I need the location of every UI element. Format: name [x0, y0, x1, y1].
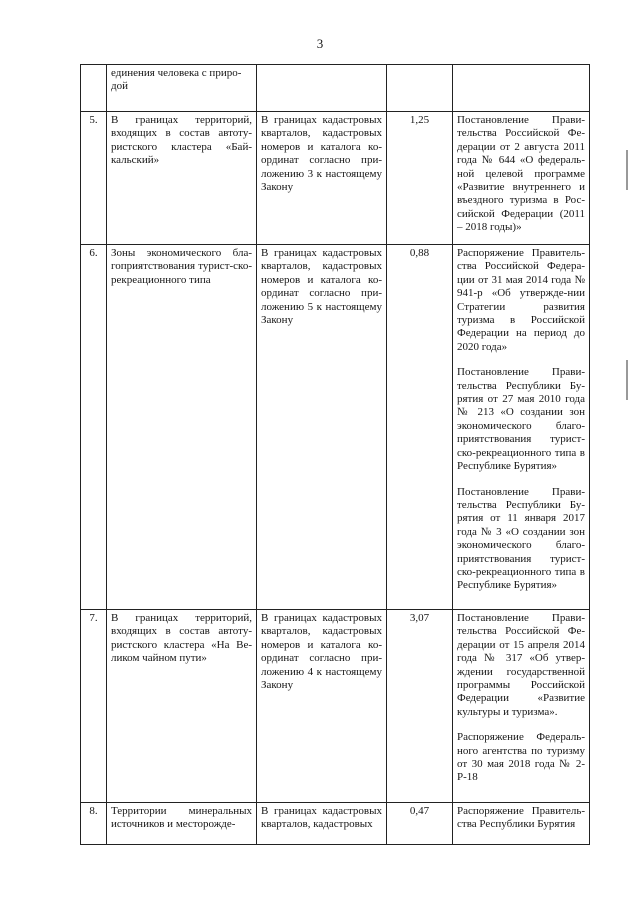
boundary-cell: В границах кадастровых кварталов, кадастровых [257, 803, 387, 845]
legal-act: Постановление Прави-тельства Российской Фе-дерации от 15 апреля 2014 года № 317 «Об утвер-ждении государственной программы Российской Федерации «Развитие культуры и туризма». [457, 612, 585, 718]
boundary-cell: В границах кадастровых кварталов, кадастровых номеров и каталога ко-ординат согласно при-ложению 3 к настоящему Закону [257, 112, 387, 245]
zone-name-cell: В границах территорий, входящих в состав автоту-ристского кластера «Бай-кальский» [107, 112, 257, 245]
zone-name-cell: В границах территорий, входящих в состав автоту-ристского кластера «На Ве-ликом чайном пути» [107, 610, 257, 803]
legal-basis-cell [453, 112, 590, 245]
boundary-cell [257, 65, 387, 112]
legal-act: Распоряжение Правитель-ства Республики Бурятия [457, 805, 585, 831]
legal-basis-cell [453, 803, 590, 845]
table-row [81, 245, 590, 610]
legal-act: Распоряжение Правитель-ства Российской Федера-ции от 31 мая 2014 года № 941-р «Об утвержде-нии Стратегии развития туризма в Российской Федерации на период до 2020 года» [457, 247, 585, 353]
legal-basis-cell [453, 65, 590, 112]
legal-basis-cell [453, 610, 590, 803]
row-number: 5. [81, 112, 107, 245]
scan-edge-mark [626, 360, 628, 400]
area-cell [387, 65, 453, 112]
scan-edge-mark [626, 150, 628, 190]
row-number: 8. [81, 803, 107, 845]
zone-name-cell: Территории минеральных источников и месторожде- [107, 803, 257, 845]
legal-basis-cell [453, 245, 590, 610]
area-cell: 1,25 [387, 112, 453, 245]
row-number: 6. [81, 245, 107, 610]
zone-name-cell: Зоны экономического бла-гоприятствования турист-ско-рекреационного типа [107, 245, 257, 610]
row-number [81, 65, 107, 112]
table-row [81, 803, 590, 845]
zone-name-cell: единения человека с приро- дой [107, 65, 257, 112]
area-cell: 0,47 [387, 803, 453, 845]
row-number: 7. [81, 610, 107, 803]
table-row [81, 112, 590, 245]
area-cell: 0,88 [387, 245, 453, 610]
zones-table [80, 64, 590, 845]
legal-act: Постановление Прави-тельства Российской Фе-дерации от 2 августа 2011 года № 644 «О федераль-ной целевой программе «Развитие внутреннего и въездного туризма в Рос-сийской Федерации (2011 – 2018 годы)» [457, 114, 585, 234]
boundary-cell: В границах кадастровых кварталов, кадастровых номеров и каталога ко-ординат согласно при-ложению 4 к настоящему Закону [257, 610, 387, 803]
legal-act: Постановление Прави-тельства Республики Бу-рятия от 11 января 2017 года № 3 «О создании зон экономического благо-приятствования турист-ско-рекреационного типа в Республике Бурятия» [457, 485, 585, 592]
legal-act: Постановление Прави-тельства Республики Бу-рятия от 27 мая 2010 года № 213 «О создании зон экономического благо-приятствования турист-ско-рекреационного типа в Республике Бурятия» [457, 366, 585, 473]
area-cell: 3,07 [387, 610, 453, 803]
boundary-cell: В границах кадастровых кварталов, кадастровых номеров и каталога ко-ординат согласно при-ложению 5 к настоящему Закону [257, 245, 387, 610]
page-number: 3 [316, 36, 324, 51]
table-row [81, 610, 590, 803]
table-row [81, 65, 590, 112]
legal-act: Распоряжение Федераль-ного агентства по туризму от 30 мая 2018 года № 2-Р-18 [457, 731, 585, 784]
table-body [81, 65, 590, 845]
